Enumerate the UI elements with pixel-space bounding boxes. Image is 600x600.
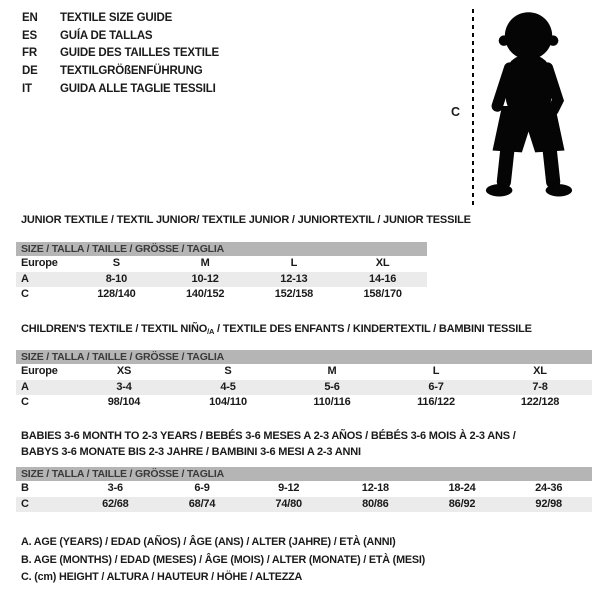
age-cell: 7-8 <box>532 380 548 393</box>
age-cell: 3-4 <box>116 380 132 393</box>
babies-textile-section <box>16 428 592 512</box>
row-label: A <box>21 272 29 285</box>
table-row-height <box>16 395 592 411</box>
row-label: C <box>21 288 29 300</box>
language-row <box>22 63 219 81</box>
age-cell: 4-5 <box>220 380 236 393</box>
row-label: B <box>21 482 29 494</box>
height-cell: 128/140 <box>97 288 136 300</box>
legend-note-age-months: B. AGE (MONTHS) / EDAD (MESES) / ÂGE (MOIS) / ALTER (MONATE) / ETÀ (MESI) <box>21 553 426 566</box>
language-title: GUIDE DES TAILLES TEXTILE <box>60 47 219 60</box>
size-header-bar: SIZE / TALLA / TAILLE / GRÖSSE / TAGLIA <box>16 350 592 364</box>
height-cell: 140/152 <box>185 288 225 300</box>
height-cell: 74/80 <box>275 497 302 510</box>
language-code: ES <box>22 29 37 42</box>
table-row-height <box>16 497 592 513</box>
age-cell: 10-12 <box>191 272 219 285</box>
language-code: FR <box>22 47 37 60</box>
language-code: IT <box>22 82 32 95</box>
table-row-age <box>16 380 592 396</box>
height-measure-dashed-line <box>472 9 474 205</box>
row-label: Europe <box>21 365 58 377</box>
months-cell: 9-12 <box>278 482 300 494</box>
height-cell: 86/92 <box>448 497 476 510</box>
language-title: GUÍA DE TALLAS <box>60 29 153 42</box>
language-code: EN <box>22 12 38 24</box>
months-cell: 6-9 <box>194 482 210 494</box>
size-header-bar: SIZE / TALLA / TAILLE / GRÖSSE / TAGLIA <box>16 467 592 481</box>
language-row <box>22 45 219 63</box>
age-cell: 6-7 <box>428 380 444 393</box>
row-label: Europe <box>21 257 58 269</box>
size-cell: L <box>432 365 440 377</box>
title-text: / TEXTILE DES ENFANTS / KINDERTEXTIL / BAMBINI TESSILE <box>214 323 532 335</box>
row-label: C <box>21 396 29 408</box>
legend-note-age-years: A. AGE (YEARS) / EDAD (AÑOS) / ÂGE (ANS) / ALTER (JAHRE) / ETÀ (ANNI) <box>21 536 396 548</box>
junior-textile-section <box>16 213 471 303</box>
junior-section-title: JUNIOR TEXTILE / TEXTIL JUNIOR/ TEXTILE JUNIOR / JUNIORTEXTIL / JUNIOR TESSILE <box>21 214 471 226</box>
age-cell: 8-10 <box>105 272 127 285</box>
size-cell: M <box>327 365 337 377</box>
row-label: A <box>21 380 29 393</box>
months-cell: 24-36 <box>535 482 563 494</box>
language-row <box>22 81 219 99</box>
language-title: GUIDA ALLE TAGLIE TESSILI <box>60 82 216 95</box>
table-row-months <box>16 481 592 497</box>
size-cell: XL <box>533 365 547 377</box>
height-reference-label: C <box>451 105 461 119</box>
height-cell: 98/104 <box>107 396 141 408</box>
height-cell: 116/122 <box>417 396 455 408</box>
months-cell: 3-6 <box>107 482 123 494</box>
size-cell: S <box>112 257 120 269</box>
height-cell: 122/128 <box>520 396 560 408</box>
toddler-silhouette-image <box>484 7 574 205</box>
size-header-bar: SIZE / TALLA / TAILLE / GRÖSSE / TAGLIA <box>16 242 427 256</box>
language-title-list <box>22 10 219 98</box>
legend-notes <box>21 534 425 587</box>
height-cell: 152/158 <box>274 288 314 300</box>
babies-section-title-line2: BABYS 3-6 MONATE BIS 2-3 JAHRE / BAMBINI 3-6 MESI A 2-3 ANNI <box>21 446 361 458</box>
months-cell: 18-24 <box>448 482 476 494</box>
title-text: CHILDREN'S TEXTILE / TEXTIL NIÑO <box>21 323 208 335</box>
height-cell: 68/74 <box>188 497 216 510</box>
size-cell: L <box>290 257 298 269</box>
language-code: DE <box>22 65 38 78</box>
months-cell: 12-18 <box>361 482 389 494</box>
table-row-europe <box>16 256 427 272</box>
height-cell: 80/86 <box>362 497 389 510</box>
size-cell: S <box>224 365 232 377</box>
size-cell: XS <box>116 365 132 377</box>
size-cell: M <box>200 257 210 269</box>
childrens-section-title <box>16 322 592 339</box>
table-row-age <box>16 272 427 288</box>
age-cell: 5-6 <box>324 380 340 393</box>
title-subscript: /A <box>207 327 215 336</box>
size-cell: XL <box>375 257 390 269</box>
table-row-height <box>16 287 427 303</box>
age-cell: 14-16 <box>369 272 397 285</box>
height-cell: 110/116 <box>313 396 351 408</box>
language-row <box>22 10 219 28</box>
height-cell: 62/68 <box>102 497 129 510</box>
childrens-textile-section <box>16 322 592 411</box>
legend-note-height: C. (cm) HEIGHT / ALTURA / HAUTEUR / HÖHE / ALTEZZA <box>21 571 303 583</box>
height-cell: 92/98 <box>535 497 562 510</box>
age-cell: 12-13 <box>280 272 308 285</box>
babies-section-title-line1: BABIES 3-6 MONTH TO 2-3 YEARS / BEBÉS 3-6 MESES A 2-3 AÑOS / BÉBÉS 3-6 MOIS À 2-3 ANS / <box>21 430 516 442</box>
height-cell: 104/110 <box>209 396 247 408</box>
row-label: C <box>21 497 29 510</box>
language-row <box>22 28 219 46</box>
table-row-europe <box>16 364 592 380</box>
language-title: TEXTILGRÖßENFÜHRUNG <box>60 65 203 78</box>
height-cell: 158/170 <box>363 288 402 300</box>
language-title: TEXTILE SIZE GUIDE <box>60 12 173 24</box>
